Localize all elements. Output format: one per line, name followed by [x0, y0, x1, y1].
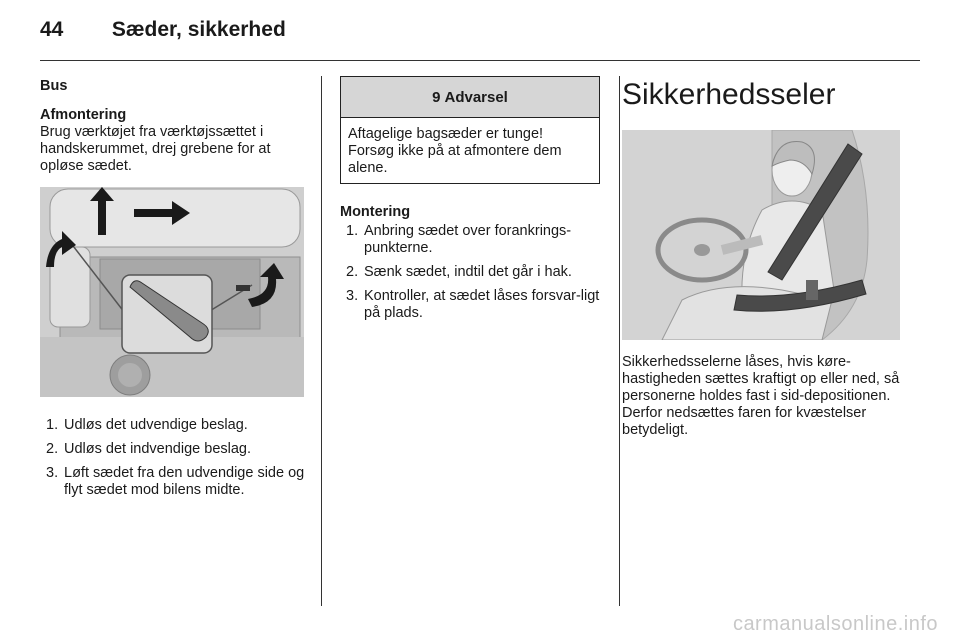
- list-item: 2. Udløs det indvendige beslag.: [46, 441, 252, 457]
- column-mounting: [340, 76, 604, 329]
- list-item: 3. Løft sædet fra den udvendige side og flyt sædet mod bilens midte.: [46, 465, 305, 498]
- header-divider: [40, 60, 920, 61]
- warning-title: Advarsel: [444, 88, 508, 106]
- warning-box: [340, 76, 600, 184]
- section-heading-bus: Bus: [40, 78, 68, 94]
- column-removal: [40, 78, 306, 506]
- column-seatbelts: [622, 76, 902, 439]
- seat-removal-illustration: [40, 187, 304, 397]
- seat-removal-drawing: [40, 187, 304, 397]
- subheading-mounting: Montering: [340, 204, 411, 220]
- page-number: 44: [40, 18, 64, 41]
- list-item: 1. Udløs det udvendige beslag.: [46, 417, 248, 433]
- watermark: carmanualsonline.info: [732, 613, 938, 635]
- section-title-seatbelts: Sikkerhedsseler: [622, 78, 836, 111]
- removal-intro: Brug værktøjet fra værktøjssættet i handskerummet, drej grebene for at opløse sædet.: [40, 124, 271, 174]
- list-item: 1. Anbring sædet over forankrings-punkterne.: [346, 223, 572, 256]
- seatbelt-drawing: [622, 130, 900, 340]
- page-header: [40, 18, 286, 42]
- seatbelt-illustration: [622, 130, 900, 340]
- removal-steps-list: [40, 417, 306, 499]
- warning-icon: 9: [432, 88, 441, 106]
- warning-text: Aftagelige bagsæder er tunge! Forsøg ikke på at afmontere dem alene.: [348, 126, 562, 176]
- mounting-steps-list: [340, 223, 604, 322]
- column-divider-2: [619, 76, 620, 606]
- subheading-removal: Afmontering: [40, 107, 127, 123]
- column-divider-1: [321, 76, 322, 606]
- warning-header: [341, 77, 599, 118]
- seatbelt-description: Sikkerhedsselerne låses, hvis køre-hastigheden sættes kraftigt op eller ned, så personerne holdes fast i sid-depositionen. Derfor nedsættes faren for kvæstelser betydeligt.: [622, 354, 900, 438]
- list-item: 3. Kontroller, at sædet låses forsvar-ligt på plads.: [346, 288, 600, 321]
- chapter-title: Sæder, sikkerhed: [111, 18, 286, 41]
- list-item: 2. Sænk sædet, indtil det går i hak.: [346, 264, 572, 280]
